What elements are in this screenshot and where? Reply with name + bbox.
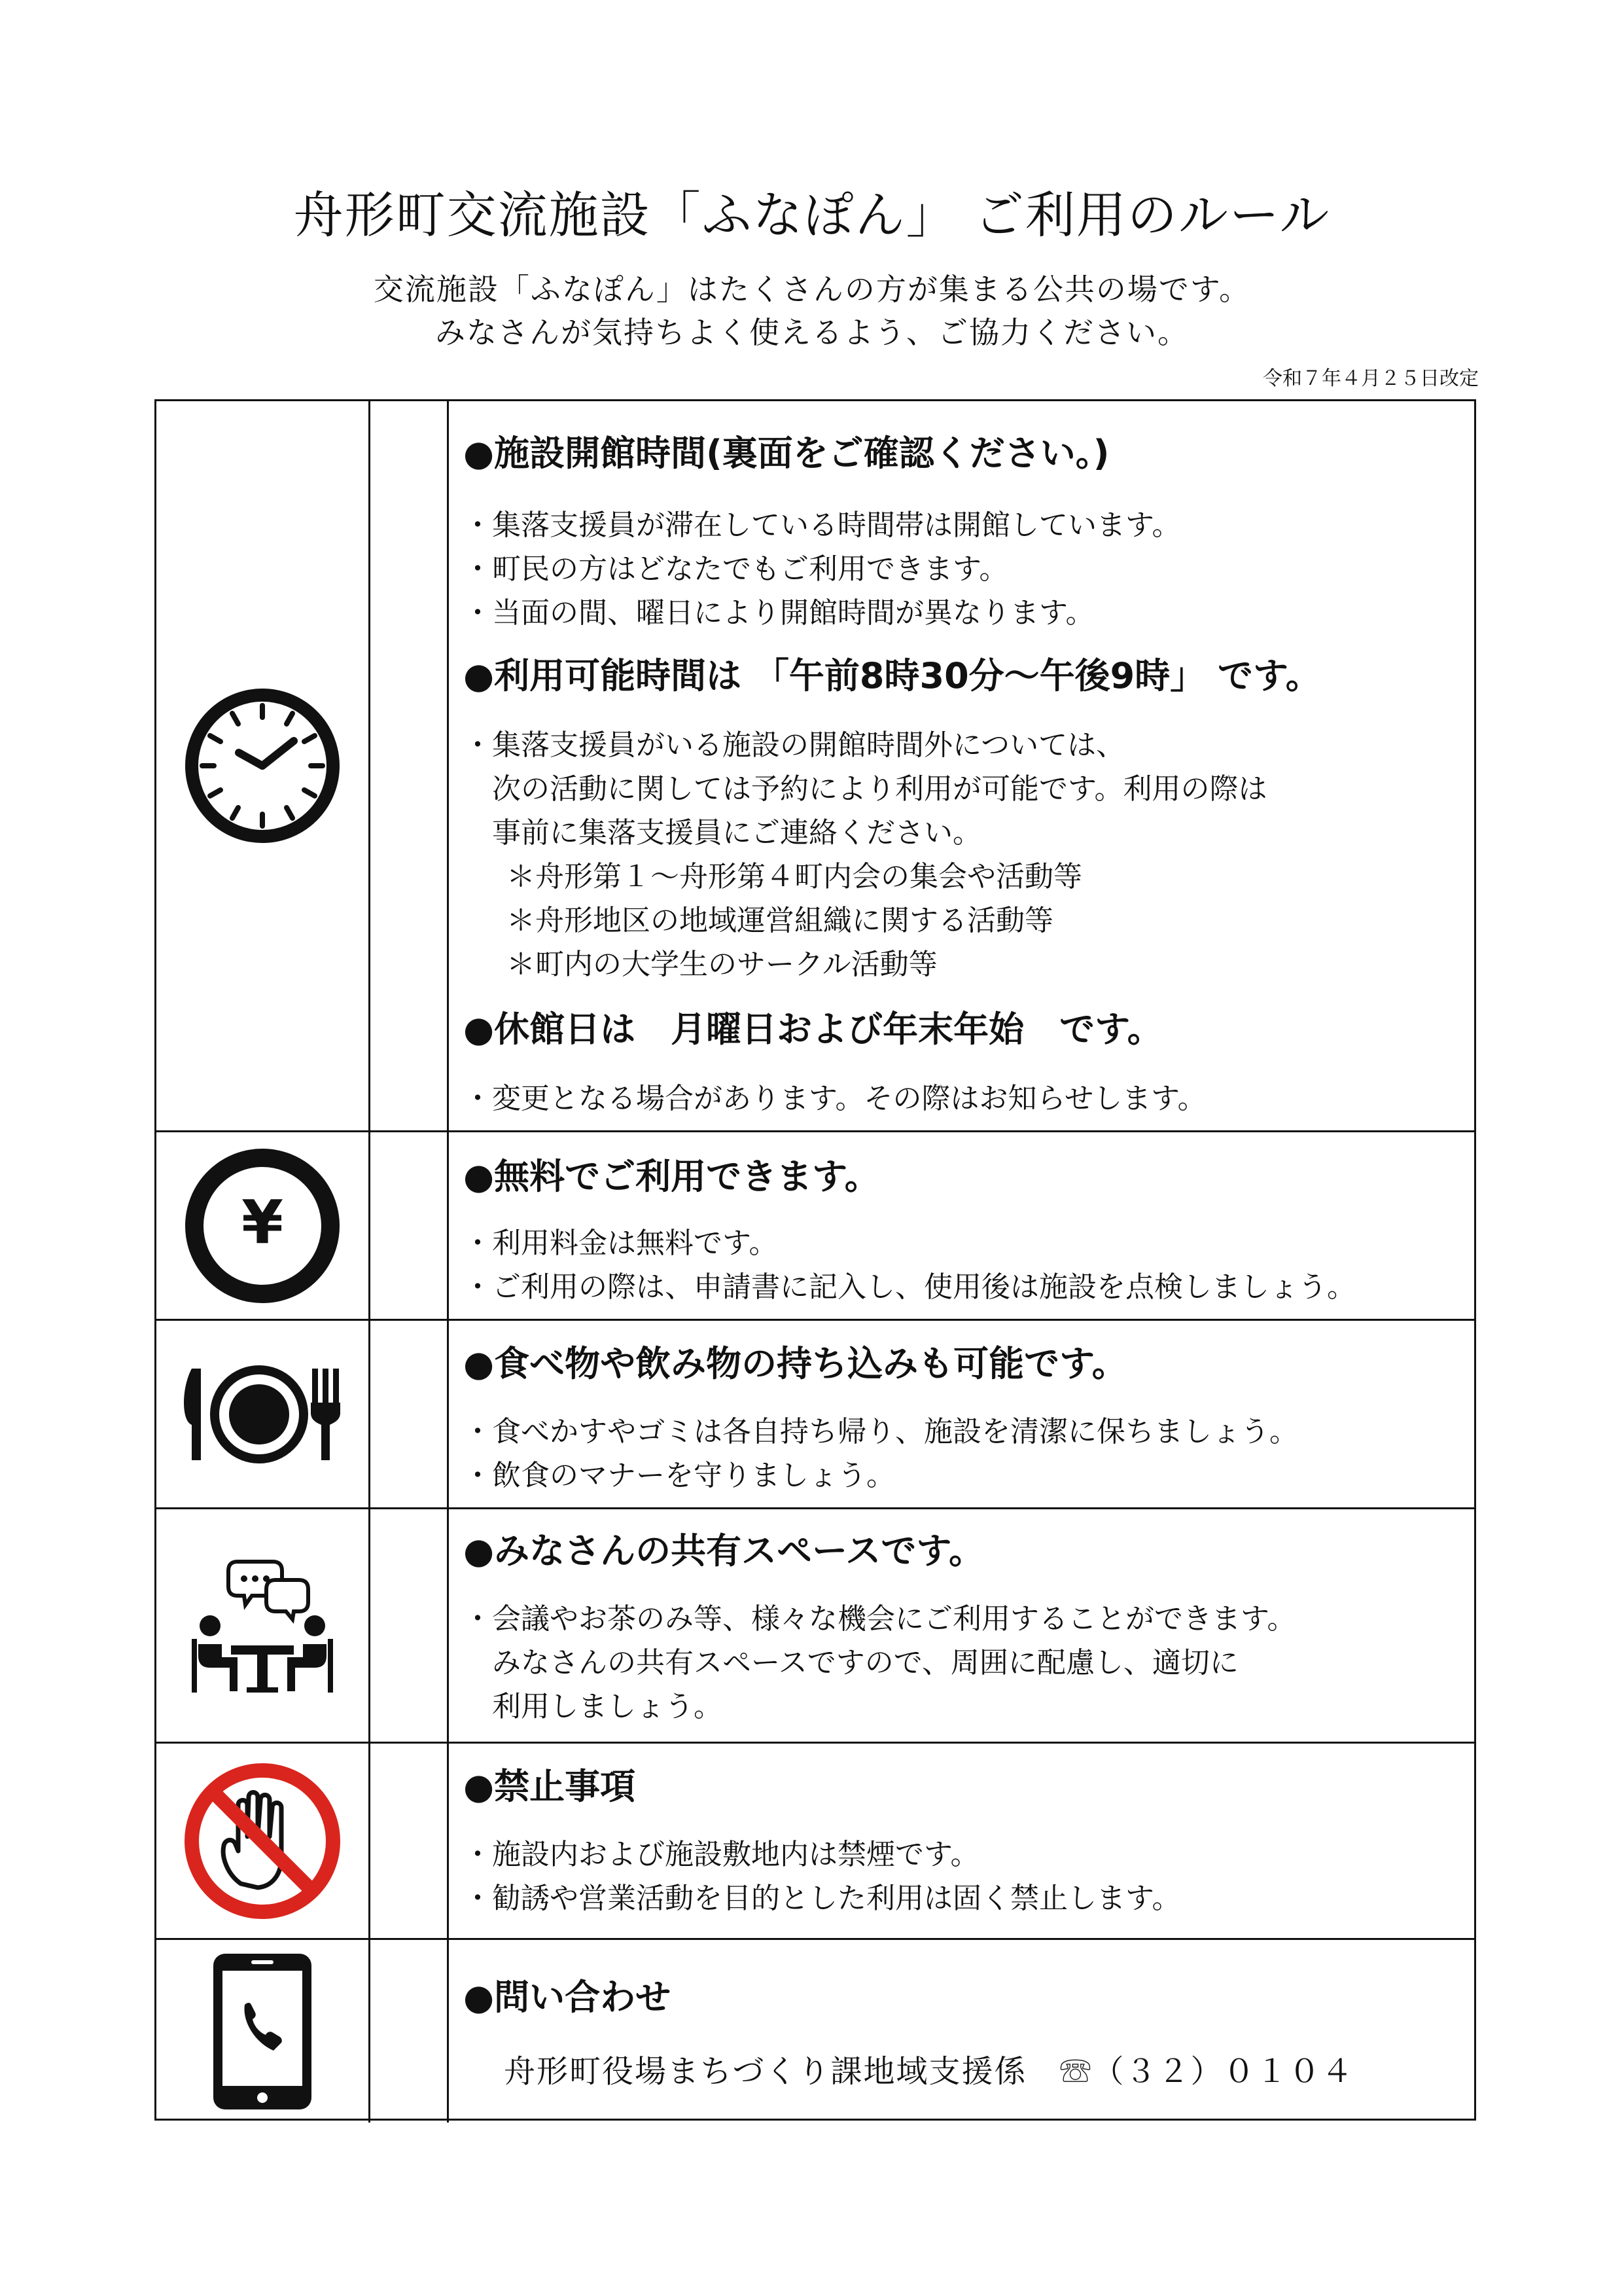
list-item: ・飲食のマナーを守りましょう。 <box>463 1459 895 1492</box>
heading-contact: ●問い合わせ <box>463 1977 671 2018</box>
contact-info: 舟形町役場まちづくり課地域支援係 ☏（３２）０１０４ <box>504 2053 1354 2090</box>
heading-available-hours: ●利用可能時間は 「午前8時30分～午後9時」 です。 <box>463 655 1321 696</box>
subtitle-line-1: 交流施設「ふなぽん」はたくさんの方が集まる公共の場です。 <box>373 272 1251 307</box>
list-item: ・食べかすやゴミは各自持ち帰り、施設を清潔に保ちましょう。 <box>463 1415 1298 1448</box>
list-item: ・利用料金は無料です。 <box>463 1227 778 1260</box>
heading-closed-days: ●休館日は 月曜日および年末年始 です。 <box>463 1009 1163 1050</box>
rule-text-prohibited <box>449 1744 1474 1938</box>
list-item: ・勧誘や営業活動を目的とした利用は固く禁止します。 <box>463 1882 1181 1915</box>
list-food <box>463 1410 1298 1498</box>
rule-text-hours <box>449 401 1474 1130</box>
dining-icon <box>177 1362 347 1467</box>
rule-text-shared <box>449 1509 1474 1742</box>
list-item: 次の活動に関しては予約により利用が可能です。利用の際は <box>492 772 1267 806</box>
list-prohibited <box>463 1833 1180 1920</box>
icon-cell <box>156 1744 370 1938</box>
list-item: ・変更となる場合があります。その際はお知らせします。 <box>463 1082 1207 1115</box>
icon-cell <box>156 1132 370 1319</box>
list-closed-days <box>463 1077 1207 1121</box>
heading-free: ●無料でご利用できます。 <box>463 1156 880 1197</box>
list-item: ＊舟形第１～舟形第４町内会の集会や活動等 <box>506 860 1082 893</box>
heading-shared-space: ●みなさんの共有スペースです。 <box>463 1530 985 1571</box>
rule-row-food <box>156 1321 1474 1509</box>
heading-food: ●食べ物や飲み物の持ち込みも可能です。 <box>463 1343 1127 1384</box>
list-item: ・会議やお茶のみ等、様々な機会にご利用することができます。 <box>463 1602 1296 1636</box>
rule-text-contact <box>449 1940 1474 2123</box>
rule-text-fee <box>449 1132 1474 1319</box>
list-item: ＊町内の大学生のサークル活動等 <box>506 948 938 981</box>
list-item: 利用しましょう。 <box>492 1690 722 1723</box>
page-title: 舟形町交流施設「ふなぽん」 ご利用のルール <box>293 186 1331 244</box>
list-item: ・施設内および施設敷地内は禁煙です。 <box>463 1838 980 1871</box>
list-item: 事前に集落支援員にご連絡ください。 <box>492 816 981 850</box>
spacer-cell <box>370 401 449 1130</box>
rule-row-prohibited <box>156 1744 1474 1940</box>
list-available-hours <box>463 723 1267 986</box>
list-item: ・ご利用の際は、申請書に記入し、使用後は施設を点検しましょう。 <box>463 1270 1356 1304</box>
icon-cell <box>156 1940 370 2123</box>
list-item: ＊舟形地区の地域運営組織に関する活動等 <box>506 904 1053 937</box>
spacer-cell <box>370 1509 449 1742</box>
list-free <box>463 1221 1356 1309</box>
list-shared-space <box>463 1597 1296 1729</box>
rule-row-contact <box>156 1940 1474 2123</box>
list-opening-hours <box>463 503 1180 635</box>
heading-prohibited: ●禁止事項 <box>463 1766 636 1807</box>
list-item: ・集落支援員が滞在している時間帯は開館しています。 <box>463 509 1181 542</box>
list-item: ・集落支援員がいる施設の開館時間外については、 <box>463 728 1125 762</box>
rule-text-food <box>449 1321 1474 1507</box>
spacer-cell <box>370 1744 449 1938</box>
list-item: ・町民の方はどなたでもご利用できます。 <box>463 552 1008 586</box>
heading-opening-hours: ●施設開館時間(裏面をご確認ください。) <box>463 433 1110 474</box>
meeting-icon <box>184 1547 341 1704</box>
revised-date: 令和７年４月２５日改定 <box>1263 367 1479 390</box>
rule-row-fee <box>156 1132 1474 1321</box>
list-item: ・当面の間、曜日により開館時間が異なります。 <box>463 596 1095 630</box>
spacer-cell <box>370 1132 449 1319</box>
icon-cell <box>156 401 370 1130</box>
icon-cell <box>156 1321 370 1507</box>
yen-icon <box>184 1147 341 1304</box>
clock-icon <box>184 687 341 844</box>
rules-table <box>154 399 1476 2121</box>
yen-symbol: ¥ <box>241 1187 284 1257</box>
icon-cell <box>156 1509 370 1742</box>
list-item: みなさんの共有スペースですので、周囲に配慮し、適切に <box>492 1646 1239 1679</box>
spacer-cell <box>370 1321 449 1507</box>
rule-row-hours <box>156 401 1474 1132</box>
subtitle-line-2: みなさんが気持ちよく使えるよう、ご協力ください。 <box>435 315 1189 350</box>
prohibited-icon <box>181 1759 344 1923</box>
rule-row-shared <box>156 1509 1474 1744</box>
spacer-cell <box>370 1940 449 2123</box>
phone-icon <box>207 1950 318 2113</box>
